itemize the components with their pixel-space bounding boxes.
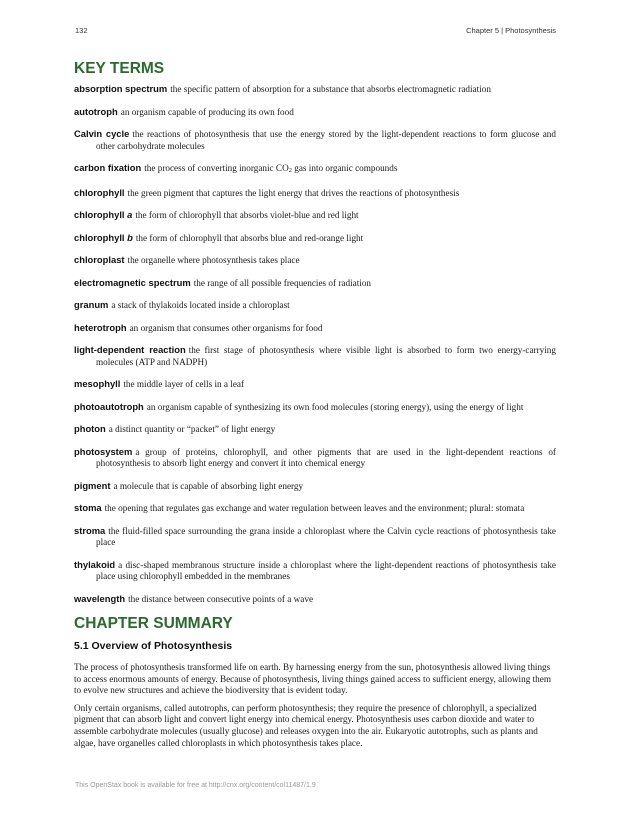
term-definition: a disc-shaped membranous structure inside a chloroplast where the light-dependent reactions of photosynthesis take place using chlorophyll embedded in the membranes <box>96 559 556 581</box>
key-term-entry <box>74 83 556 96</box>
term-word: granum <box>74 299 109 310</box>
term-word: absorption spectrum <box>74 83 168 94</box>
term-word <box>74 232 133 243</box>
term-word: light-dependent reaction <box>74 344 186 355</box>
key-term-entry <box>74 344 556 368</box>
term-definition: an organism that consumes other organisms for food <box>129 322 323 333</box>
term-word: wavelength <box>74 592 126 604</box>
page-number: 132 <box>75 26 88 35</box>
term-word: Calvin cycle <box>74 128 130 139</box>
key-terms-list <box>74 83 556 605</box>
key-term-entry <box>74 128 556 152</box>
key-term-entry <box>74 299 556 312</box>
term-definition: the specific pattern of absorption for a substance that absorbs electromagnetic radiation <box>170 84 491 94</box>
key-term-entry <box>74 162 556 177</box>
term-definition: the middle layer of cells in a leaf <box>123 379 245 389</box>
term-word: photoautotroph <box>74 400 144 412</box>
term-word: stoma <box>74 502 102 513</box>
term-definition <box>144 163 397 173</box>
term-definition: the form of chlorophyll that absorbs blue and red-orange light <box>135 232 364 243</box>
key-term-entry <box>74 187 556 200</box>
term-definition: the opening that regulates gas exchange and water regulation between leaves and the environment; plural: stomata <box>104 503 525 513</box>
key-term-entry <box>74 378 556 391</box>
term-word: thylakoid <box>74 558 116 570</box>
key-term-entry <box>74 502 556 515</box>
term-definition: a distinct quantity or “packet” of light energy <box>108 424 276 434</box>
key-term-entry <box>74 423 556 436</box>
key-term-entry <box>74 480 556 493</box>
key-term-entry <box>74 106 556 119</box>
term-definition: an organism capable of synthesizing its own food molecules (storing energy), using the energy of light <box>146 401 524 412</box>
term-definition: the green pigment that captures the light energy that drives the reactions of photosynthesis <box>127 187 460 198</box>
term-definition: a molecule that is capable of absorbing light energy <box>113 480 304 491</box>
term-word: mesophyll <box>74 378 121 389</box>
summary-paragraph: Only certain organisms, called autotrophs, can perform photosynthesis; they require the presence of chlorophyll, a specialized pigment that can absorb light and convert light energy into chemical energy. Photosynthesis uses carbon dioxide and water to assemble carbohydrate molecules (usually glucose) and releases oxygen into the air. Eukaryotic autotrophs, such as plants and algae, have organelles called chloroplasts in which photosynthesis takes place. <box>74 702 538 748</box>
term-word: autotroph <box>74 105 118 117</box>
page-content <box>74 60 556 755</box>
key-term-entry <box>74 209 556 222</box>
term-word: stroma <box>74 524 106 536</box>
key-term-entry <box>74 277 556 290</box>
term-word: chloroplast <box>74 254 125 265</box>
key-term-entry <box>74 559 556 583</box>
term-word-main: chlorophyll <box>74 209 128 220</box>
key-term-entry <box>74 401 556 414</box>
key-term-entry <box>74 525 556 549</box>
footer-attribution: This OpenStax book is available for free at http://cnx.org/content/col11487/1.9 <box>75 782 316 789</box>
term-word-main: chlorophyll <box>74 231 128 243</box>
subscript: 2 <box>288 167 292 174</box>
term-word: electromagnetic spectrum <box>74 276 191 288</box>
term-definition: the first stage of photosynthesis where visible light is absorbed to form two energy-carrying molecules (ATP and NADPH) <box>96 345 556 367</box>
term-definition: a group of proteins, chlorophyll, and other pigments that are used in the light-dependent reactions of photosynthesis to absorb light energy and convert it into chemical energy <box>96 446 556 468</box>
term-word <box>74 209 132 220</box>
key-terms-heading: KEY TERMS <box>74 60 165 77</box>
running-header-chapter: Chapter 5 | Photosynthesis <box>466 26 556 35</box>
key-term-entry <box>74 322 556 335</box>
term-word-italic: a <box>127 209 133 220</box>
term-definition: a stack of thylakoids located inside a chloroplast <box>111 300 290 310</box>
term-word: chlorophyll <box>74 186 125 198</box>
term-definition: the organelle where photosynthesis takes place <box>127 255 300 265</box>
term-word: carbon fixation <box>74 162 142 173</box>
term-definition-part: the process of converting inorganic CO <box>144 163 289 173</box>
term-definition: the form of chlorophyll that absorbs violet-blue and red light <box>135 210 359 220</box>
key-term-entry <box>74 446 556 470</box>
term-word: photosystem <box>74 445 133 457</box>
section-heading: 5.1 Overview of Photosynthesis <box>74 640 233 652</box>
key-term-entry <box>74 254 556 267</box>
term-word: heterotroph <box>74 321 127 333</box>
term-definition: the fluid-filled space surrounding the grana inside a chloroplast where the Calvin cycle reactions of photosynthesis take place <box>96 525 556 547</box>
term-definition: the distance between consecutive points of a wave <box>128 593 314 604</box>
term-definition-part: gas into organic compounds <box>291 163 398 173</box>
summary-paragraph: The process of photosynthesis transformed life on earth. By harnessing energy from the sun, photosynthesis allowed living things to access enormous amounts of energy. Because of photosynthesis, living things gained access to sufficient energy, allowing them to evolve new structures and achieve the biodiversity that is evident today. <box>74 662 551 696</box>
term-word: photon <box>74 423 106 434</box>
key-term-entry <box>74 593 556 606</box>
term-definition: the reactions of photosynthesis that use the energy stored by the light-dependent reactions to form glucose and other carbohydrate molecules <box>96 129 556 151</box>
term-definition: the range of all possible frequencies of radiation <box>193 277 372 288</box>
term-definition: an organism capable of producing its own food <box>120 106 294 117</box>
key-term-entry <box>74 232 556 245</box>
chapter-summary-heading: CHAPTER SUMMARY <box>74 615 233 632</box>
term-word: pigment <box>74 479 111 491</box>
term-word-italic: b <box>127 231 133 243</box>
